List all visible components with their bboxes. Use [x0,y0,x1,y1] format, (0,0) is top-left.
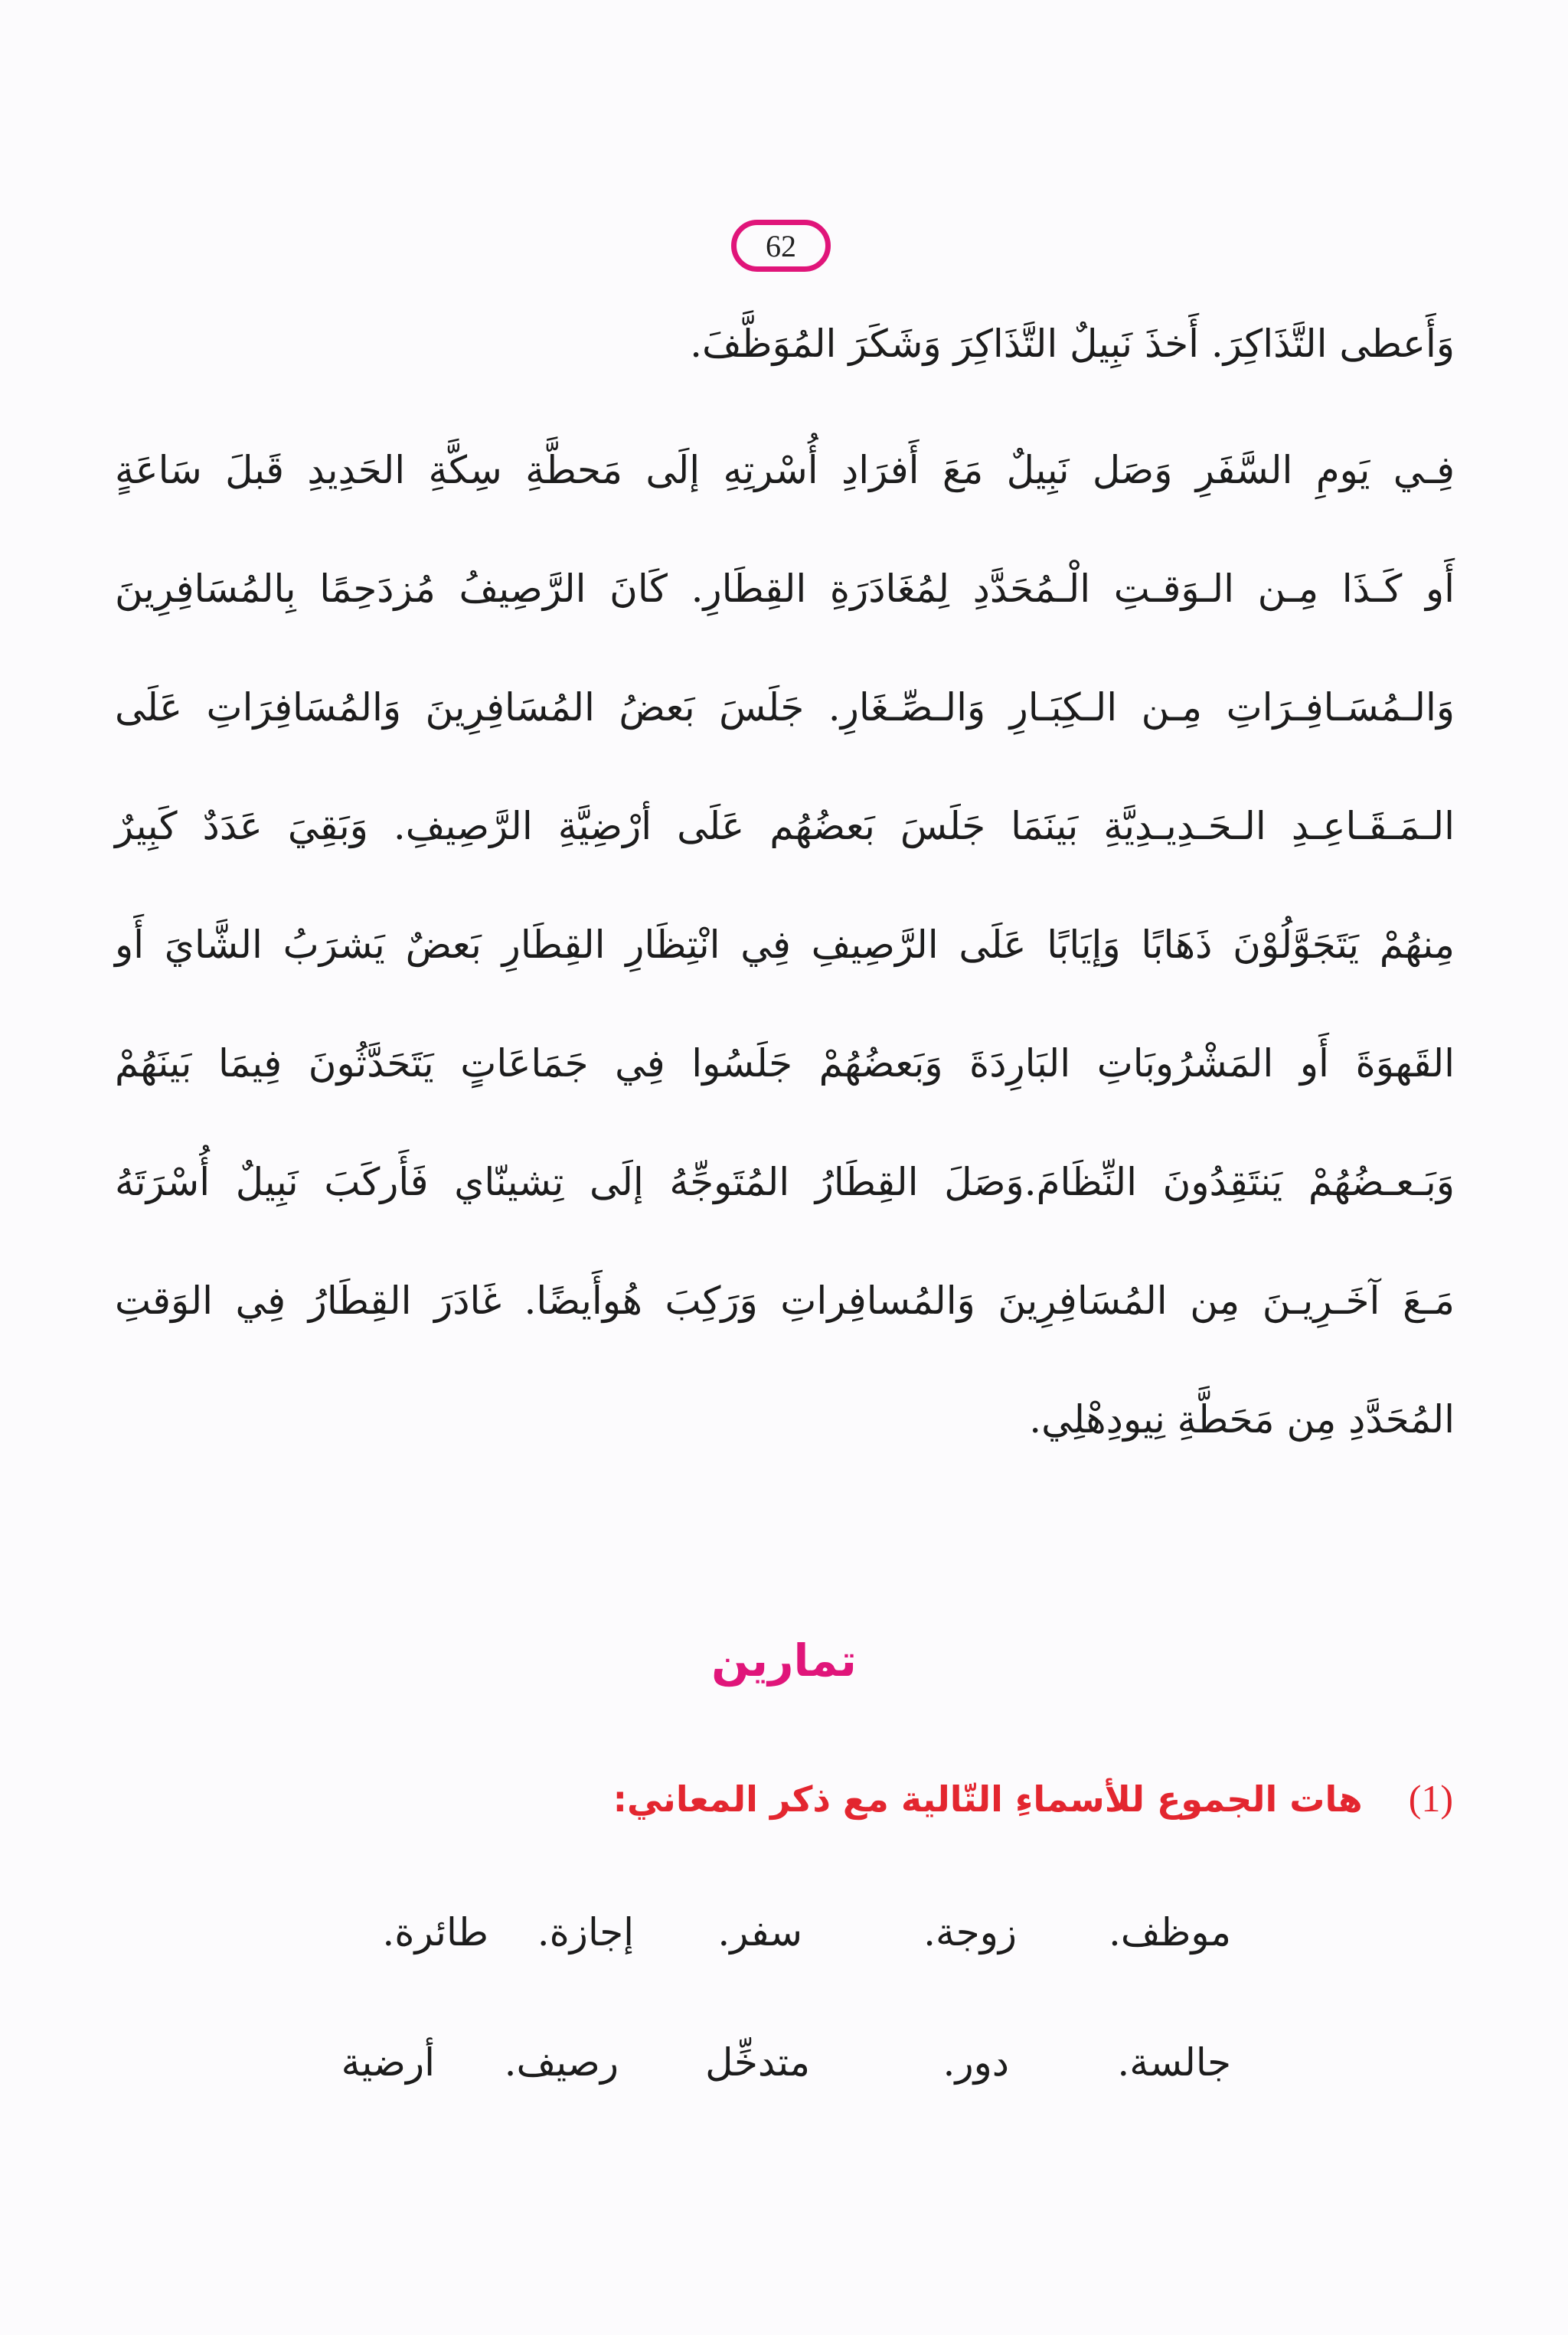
exercise-word: رصيف. [504,2040,619,2085]
intro-line: وَأَعطى التَّذَاكِرَ. أَخذَ نَبِيلٌ التَّذَاكِرَ وَشَكَرَ المُوَظَّفَ. [690,322,1455,366]
exercise-word: دور. [942,2040,1009,2085]
paragraph-line: فِـي يَومِ السَّفَرِ وَصَل نَبِيلٌ مَعَ أَفرَادِ أُسْرتِهِ إلَى مَحطَّةِ سِكَّةِ الحَدِيدِ قَبلَ سَاعَةٍ [115,448,1455,492]
page-number-badge [731,220,831,272]
paragraph-line: مِنهُمْ يَتَجَوَّلُوْنَ ذَهَابًا وَإيَابًا عَلَى الرَّصِيفِ فِي انْتِظَارِ القِطَارِ بَعضٌ يَشرَبُ الشَّايَ أَو [115,923,1455,967]
exercise-word: إجازة. [537,1910,634,1955]
exercise-word: طائرة. [382,1910,488,1955]
paragraph-line: وَالـمُسَـافِـرَاتِ مِـن الـكِبَـارِ وَالـصِّـغَارِ. جَلَسَ بَعضُ المُسَافِرِينَ وَالمُسَافِرَاتِ عَلَى [115,685,1455,730]
exercise-word: سفر. [717,1910,802,1955]
paragraph-line: وَبَـعـضُهُمْ يَنتَقِدُونَ النِّظَامَ.وَصَلَ القِطَارُ المُتَوجِّهُ إلَى تِشينّاي فَأَركَبَ نَبِيلٌ أُسْرَتَهُ [115,1160,1455,1204]
paragraph-line: مَـعَ آخَـرِيـنَ مِن المُسَافِرِينَ وَالمُسافِراتِ وَرَكِبَ هُوأَيضًا. غَادَرَ القِطَارُ فِي الوَقتِ [115,1279,1455,1323]
exercise-word: متدخِّل [705,2040,810,2085]
exercise-number: (1) [1408,1777,1453,1820]
exercise-word: موظف. [1108,1910,1231,1955]
paragraph-line: الـمَـقَـاعِـدِ الـحَـدِيـدِيَّةِ بَينَمَا جَلَسَ بَعضُهُم عَلَى أرْضِيَّةِ الرَّصِيفِ. وَبَقِيَ عَدَدٌ كَبِيرٌ [115,804,1455,848]
exercise-word: زوجة. [923,1910,1017,1955]
story-paragraph [115,448,1455,1443]
exercises-heading: تمارين [711,1634,857,1687]
paragraph-line: أَو كَـذَا مِـن الـوَقـتِ الْـمُحَدَّدِ لِمُغَادَرَةِ القِطَارِ. كَانَ الرَّصِيفُ مُزدَحِمًا بِالمُسَافِرِينَ [115,567,1455,611]
exercise-title: هات الجموع للأسماءِ التّالية مع ذكر المعاني: [612,1778,1363,1820]
page-number: 62 [766,228,796,263]
paragraph-line: القَهوَةَ أَو المَشْرُوبَاتِ البَارِدَةَ وَبَعضُهُمْ جَلَسُوا فِي جَمَاعَاتٍ يَتَحَدَّثُونَ فِيمَا بَينَهُمْ [115,1041,1455,1086]
paragraph-line: المُحَدَّدِ مِن مَحَطَّةِ نِيودِهْلِي. [1029,1397,1455,1442]
exercise-word: أرضية [341,2040,435,2085]
exercise-word: جالسة. [1117,2040,1231,2085]
exercise-1-header [613,1776,1453,1821]
